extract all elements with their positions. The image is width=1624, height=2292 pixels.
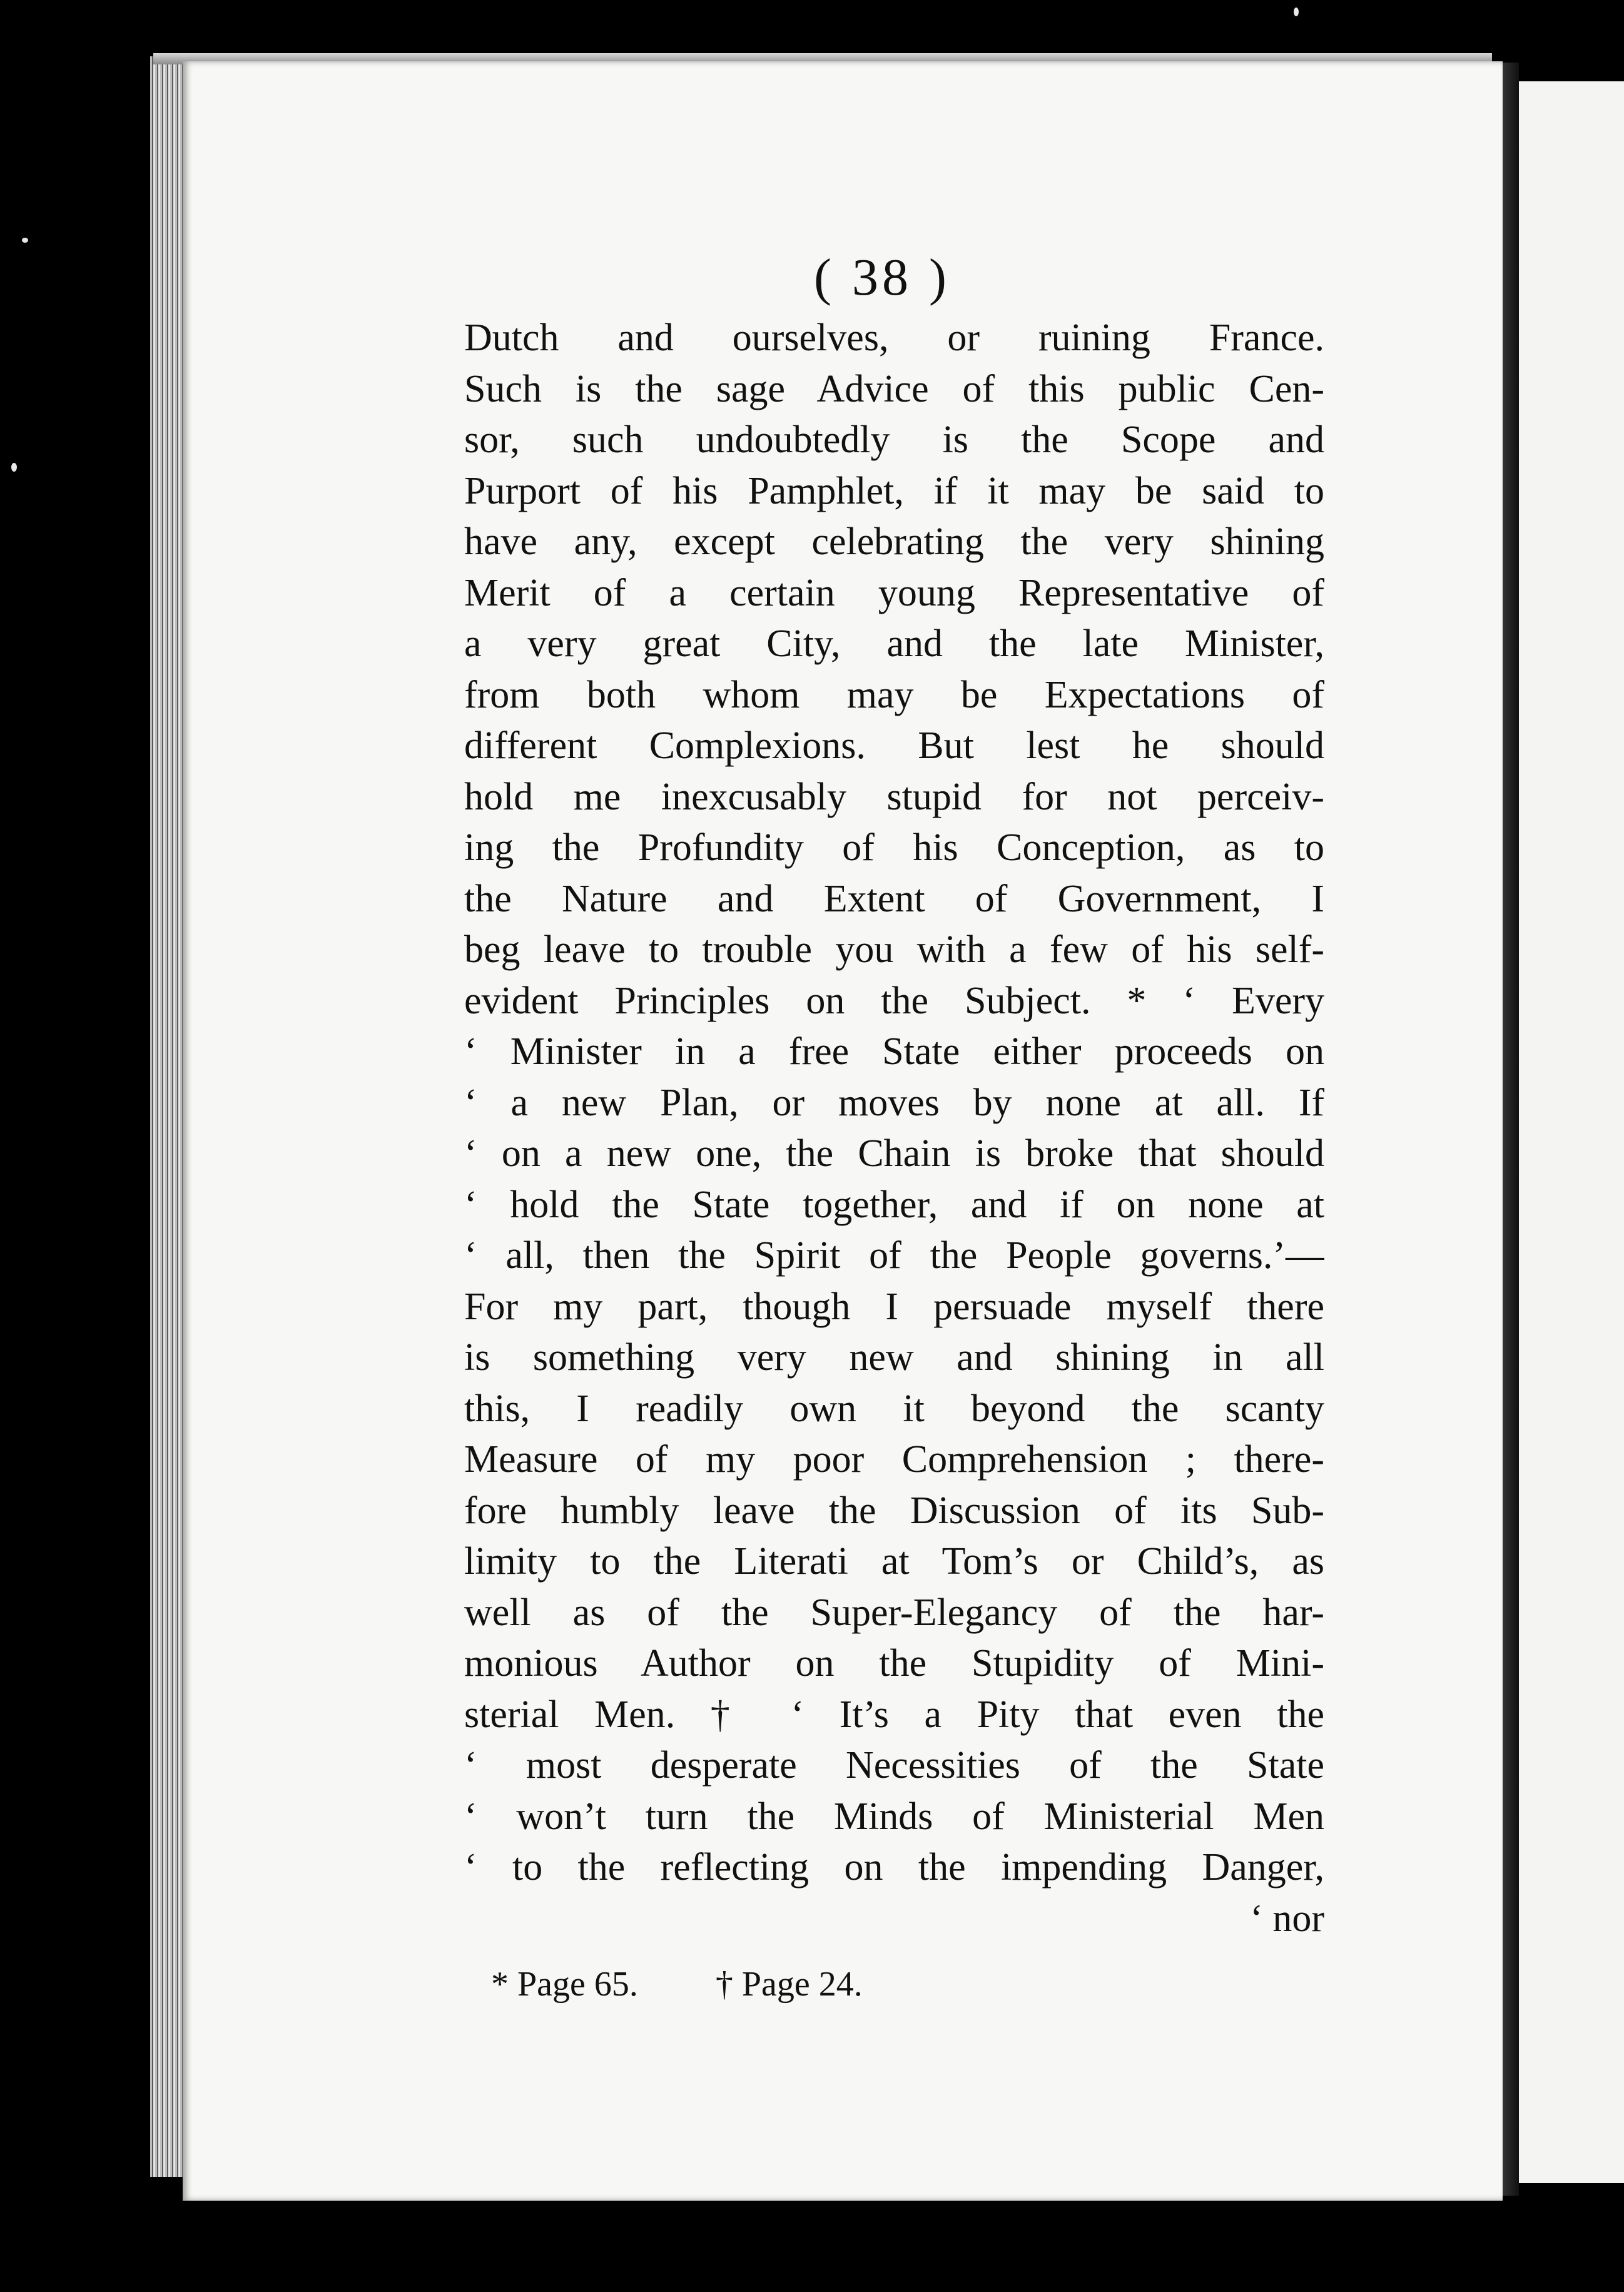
text-line: monious Author on the Stupidity of Mini- — [464, 1642, 1324, 1685]
text-line: ‘ all, then the Spirit of the People governs.’— — [464, 1234, 1324, 1277]
text-line: ‘ Minister in a free State either proceeds on — [464, 1030, 1324, 1073]
catchword-line: ‘ nor — [1250, 1897, 1324, 1940]
text-line: is something very new and shining in all — [464, 1336, 1324, 1379]
text-line: fore humbly leave the Discussion of its Sub- — [464, 1489, 1324, 1532]
scan-speck — [22, 238, 28, 243]
text-line: hold me inexcusably stupid for not perceiv- — [464, 775, 1324, 818]
text-line: ‘ hold the State together, and if on none at — [464, 1183, 1324, 1226]
text-line: ‘ on a new one, the Chain is broke that should — [464, 1132, 1324, 1175]
text-line: ‘ to the reflecting on the impending Danger, — [464, 1846, 1324, 1889]
scan-speck — [1294, 8, 1299, 16]
text-line: Measure of my poor Comprehension ; there- — [464, 1438, 1324, 1481]
text-line: ‘ most desperate Necessities of the State — [464, 1744, 1324, 1787]
text-line: sor, such undoubtedly is the Scope and — [464, 418, 1324, 461]
page-number-header: ( 38 ) — [814, 248, 950, 307]
page-edges — [150, 56, 188, 2177]
page-body-text — [464, 313, 1324, 1944]
facing-page — [1519, 81, 1624, 2183]
footnote: † Page 24. — [715, 1965, 863, 2004]
text-line: For my part, though I persuade myself there — [464, 1285, 1324, 1328]
book-gutter — [1503, 63, 1519, 2196]
text-line: this, I readily own it beyond the scanty — [464, 1387, 1324, 1430]
text-line: have any, except celebrating the very shining — [464, 520, 1324, 563]
text-line: the Nature and Extent of Government, I — [464, 877, 1324, 920]
text-line: different Complexions. But lest he should — [464, 724, 1324, 767]
footnote: * Page 65. — [491, 1965, 638, 2004]
text-line: ‘ a new Plan, or moves by none at all. If — [464, 1081, 1324, 1124]
text-line: a very great City, and the late Minister, — [464, 622, 1324, 665]
text-line: beg leave to trouble you with a few of his self- — [464, 928, 1324, 971]
scan-speck — [11, 463, 17, 472]
text-line: well as of the Super-Elegancy of the har- — [464, 1591, 1324, 1634]
text-line: Such is the sage Advice of this public Cen- — [464, 367, 1324, 410]
footnotes — [491, 1964, 1054, 2004]
text-line: Purport of his Pamphlet, if it may be said to — [464, 469, 1324, 512]
text-line: sterial Men. † ‘ It’s a Pity that even the — [464, 1693, 1324, 1736]
text-line: limity to the Literati at Tom’s or Child’s, as — [464, 1540, 1324, 1583]
text-line: Dutch and ourselves, or ruining France. — [464, 317, 1324, 359]
text-line: ‘ won’t turn the Minds of Ministerial Men — [464, 1795, 1324, 1838]
text-line: evident Principles on the Subject. * ‘ Every — [464, 979, 1324, 1022]
text-line: Merit of a certain young Representative of — [464, 571, 1324, 614]
text-line: ing the Profundity of his Conception, as to — [464, 826, 1324, 869]
text-line: from both whom may be Expectations of — [464, 673, 1324, 716]
